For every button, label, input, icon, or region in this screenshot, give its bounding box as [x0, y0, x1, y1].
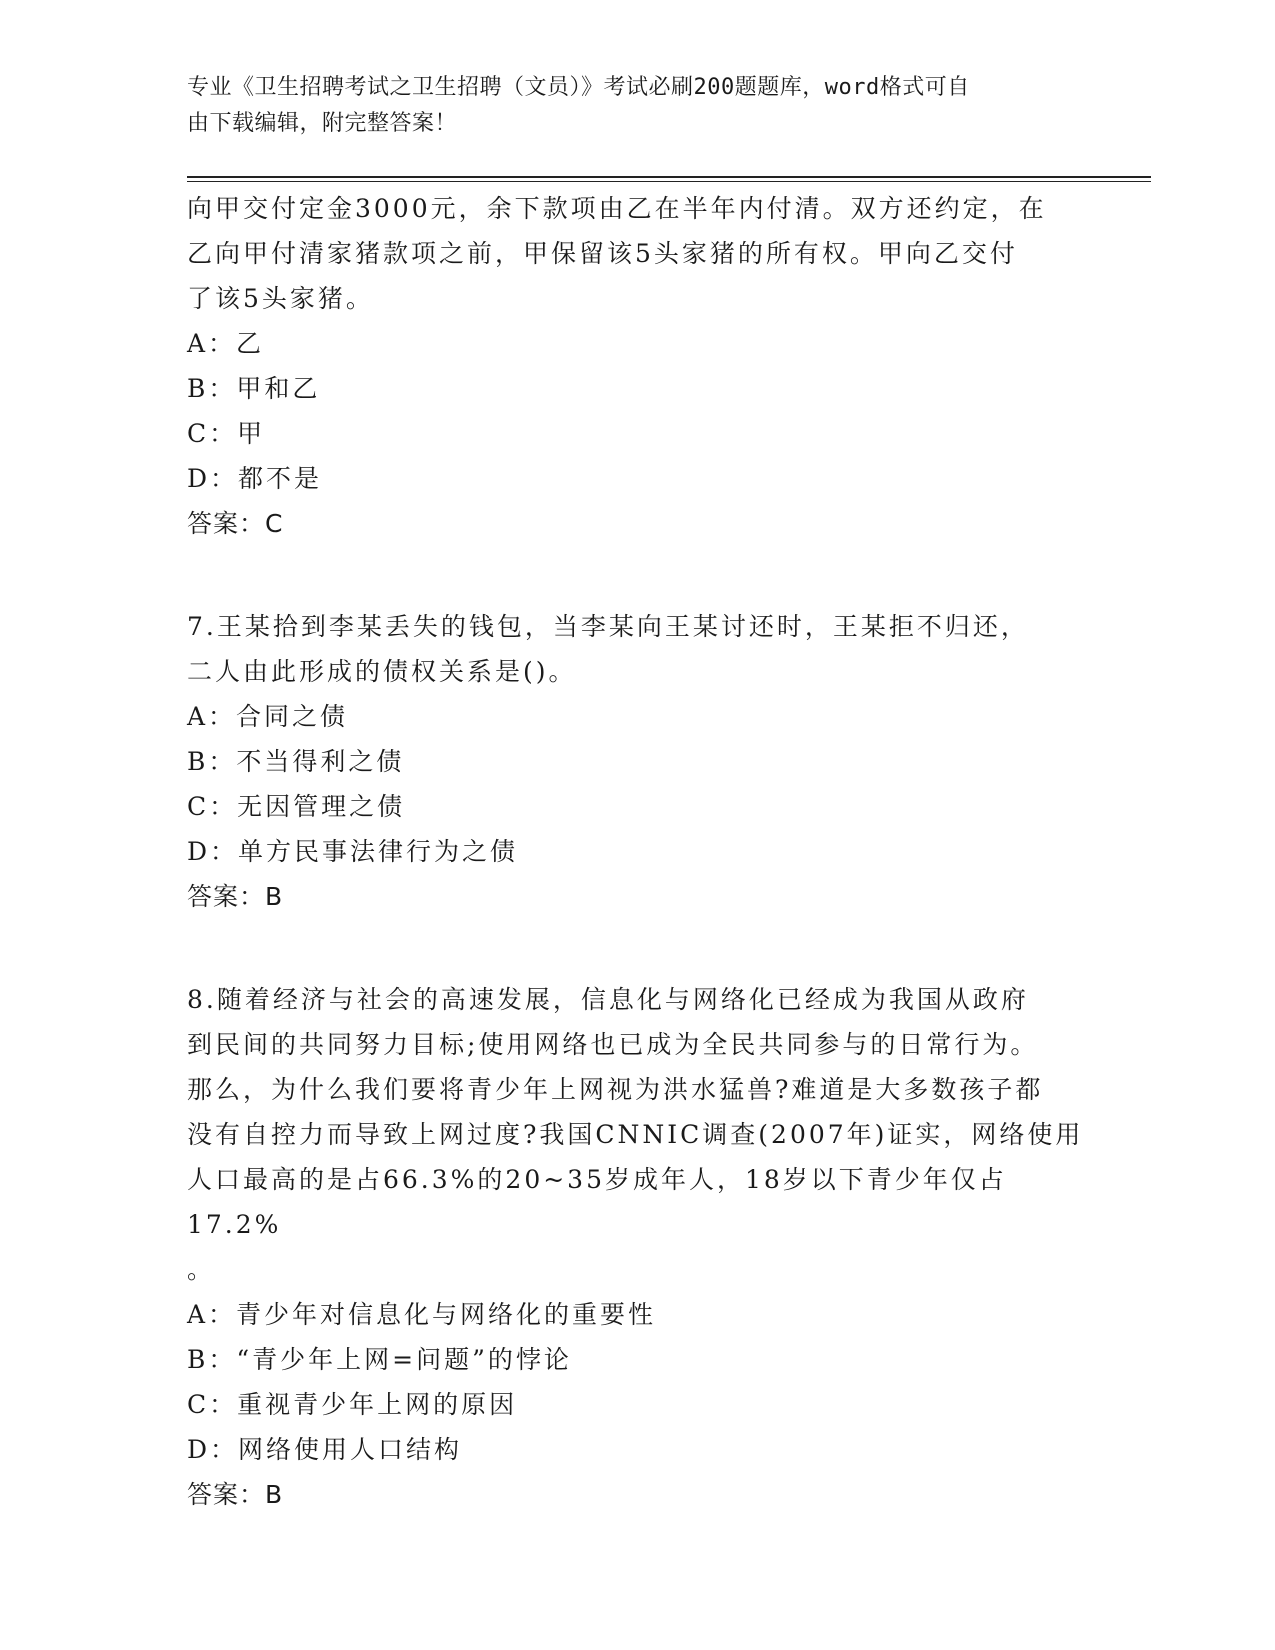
question-stem-line: 那么，为什么我们要将青少年上网视为洪水猛兽?难道是大多数孩子都: [187, 1075, 1044, 1104]
option-d: D：网络使用人口结构: [187, 1435, 463, 1464]
question-stem-line: 到民间的共同努力目标;使用网络也已成为全民共同参与的日常行为。: [187, 1030, 1039, 1059]
question-stem-line: 向甲交付定金3000元，余下款项由乙在半年内付清。双方还约定，在: [187, 194, 1047, 223]
question-stem-line: 。: [187, 1255, 216, 1284]
option-a: A：青少年对信息化与网络化的重要性: [187, 1300, 657, 1329]
document-body: [187, 186, 1087, 1517]
option-a: A：乙: [187, 329, 265, 358]
question-stem-line: 7.王某拾到李某丢失的钱包，当李某向王某讨还时，王某拒不归还，: [187, 612, 1029, 641]
option-c: C：无因管理之债: [187, 792, 406, 821]
question-stem-line: 人口最高的是占66.3%的20~35岁成年人，18岁以下青少年仅占17.2%: [187, 1165, 1007, 1239]
answer-line: 答案：B: [187, 882, 284, 911]
option-a: A：合同之债: [187, 702, 349, 731]
question-stem-line: 了该5头家猪。: [187, 284, 374, 313]
question-stem-line: 没有自控力而导致上网过度?我国CNNIC调查(2007年)证实，网络使用: [187, 1120, 1084, 1149]
question-block-6: [187, 186, 1087, 546]
option-b: B：甲和乙: [187, 374, 321, 403]
question-block-7: [187, 604, 1087, 919]
option-b: B：“青少年上网=问题”的悖论: [187, 1345, 572, 1374]
option-d: D：都不是: [187, 464, 323, 493]
option-c: C：甲: [187, 419, 266, 448]
header-divider: [187, 176, 1151, 182]
option-d: D：单方民事法律行为之债: [187, 837, 519, 866]
header-title-line-2: 由下载编辑，附完整答案！: [187, 111, 458, 136]
header-title-line-1: 专业《卫生招聘考试之卫生招聘（文员）》考试必刷200题题库，word格式可自: [187, 75, 970, 100]
question-stem-line: 8.随着经济与社会的高速发展，信息化与网络化已经成为我国从政府: [187, 985, 1029, 1014]
document-header: [187, 70, 1067, 142]
option-b: B：不当得利之债: [187, 747, 405, 776]
question-stem-line: 二人由此形成的债权关系是()。: [187, 657, 577, 686]
answer-line: 答案：C: [187, 509, 284, 538]
answer-line: 答案：B: [187, 1480, 284, 1509]
question-stem-line: 乙向甲付清家猪款项之前，甲保留该5头家猪的所有权。甲向乙交付: [187, 239, 1018, 268]
option-c: C：重视青少年上网的原因: [187, 1390, 518, 1419]
question-block-8: [187, 977, 1087, 1517]
